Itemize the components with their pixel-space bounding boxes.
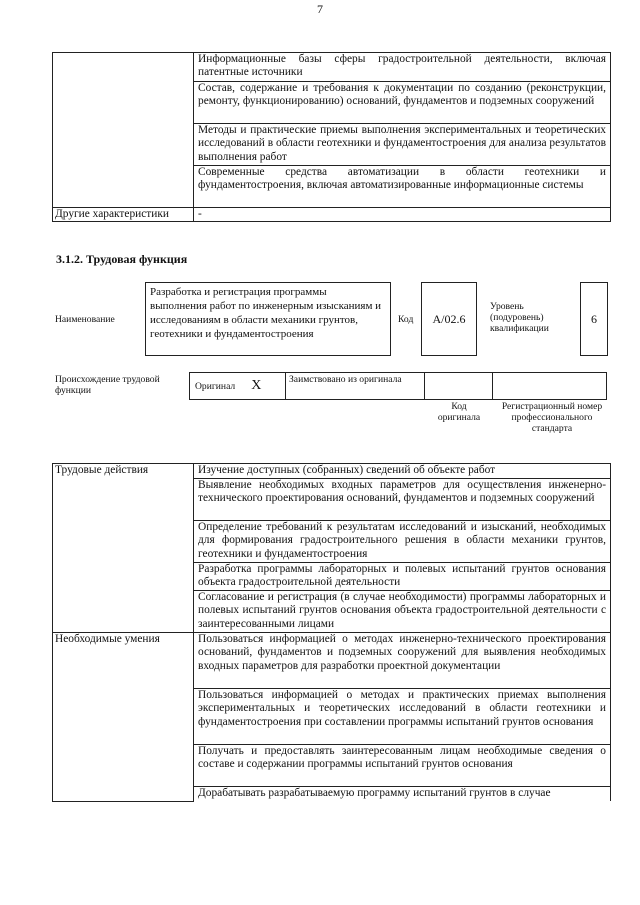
knowledge-row: Информационные базы сферы градостроительной деятельности, включая патентные источники <box>194 53 611 82</box>
code-original-label: Код оригинала <box>437 401 481 423</box>
origin-label: Происхождение трудовой функции <box>55 374 160 396</box>
origin-row <box>190 372 608 400</box>
skill-row: Пользоваться информацией о методах и практических приемах выполнения экспериментальных и теоретических исследований в области геотехники и фундаментостроения при составлении программы испытаний грунтов основания <box>194 689 611 745</box>
original-cell <box>189 372 286 400</box>
knowledge-row: Состав, содержание и требования к документации по созданию (реконструкции, ремонту, функционированию) оснований, фундаментов и подземных сооружений <box>194 82 611 124</box>
skill-row: Дорабатывать разрабатываемую программу испытаний грунтов в случае <box>194 787 611 802</box>
reg-number-cell <box>492 372 607 400</box>
name-label: Наименование <box>55 314 115 325</box>
skills-label: Необходимые умения <box>53 633 194 802</box>
action-row: Изучение доступных (собранных) сведений об объекте работ <box>194 464 611 479</box>
borrowed-cell: Заимствовано из оригинала <box>285 372 425 400</box>
actions-label: Трудовые действия <box>53 464 194 633</box>
knowledge-label-cell <box>53 53 194 208</box>
original-label: Оригинал <box>195 380 236 392</box>
actions-skills-table <box>52 463 611 802</box>
knowledge-row: Современные средства автоматизации в области геотехники и фундаментостроения, включая автоматизированные информационные системы <box>194 166 611 208</box>
level-value-box: 6 <box>580 282 608 356</box>
other-characteristics-label: Другие характеристики <box>53 208 194 222</box>
original-mark: X <box>251 378 262 393</box>
skill-row: Пользоваться информацией о методах инженерно-технического проектирования оснований, фундаментов и подземных сооружений для выявления необходимых входных параметров для разработки проектной документации <box>194 633 611 689</box>
action-row: Выявление необходимых входных параметров для осуществления инженерно-технического проектирования оснований, фундаментов и подземных сооружений <box>194 479 611 521</box>
knowledge-table <box>52 52 611 222</box>
action-row: Согласование и регистрация (в случае необходимости) программы лабораторных и полевых испытаний грунтов основания объекта градостроительной деятельности с заинтересованными лицами <box>194 591 611 633</box>
function-code-box: А/02.6 <box>421 282 477 356</box>
function-name-box: Разработка и регистрация программы выполнения работ по инженерным изысканиям и исследованиям в области механики грунтов, геотехники и фундаментостроения <box>145 282 391 356</box>
reg-number-label: Регистрационный номер профессионального стандарта <box>501 401 603 434</box>
level-label: Уровень (подуровень) квалификации <box>490 301 549 334</box>
other-characteristics-value: - <box>194 208 611 222</box>
page-number: 7 <box>317 2 323 16</box>
action-row: Определение требований к результатам исследований и изысканий, необходимых для формирования градостроительного решения в области механики грунтов, геотехники и фундаментостроения <box>194 521 611 563</box>
code-original-cell <box>424 372 493 400</box>
section-title: 3.1.2. Трудовая функция <box>56 252 188 266</box>
action-row: Разработка программы лабораторных и полевых испытаний грунтов основания объекта градостроительной деятельности <box>194 563 611 591</box>
knowledge-row: Методы и практические приемы выполнения экспериментальных и теоретических исследований в области геотехники и фундаментостроения для анализа результатов выполнения работ <box>194 124 611 166</box>
code-label: Код <box>398 314 414 325</box>
skill-row: Получать и предоставлять заинтересованным лицам необходимые сведения о составе и содержании программы испытаний грунтов основания <box>194 745 611 787</box>
